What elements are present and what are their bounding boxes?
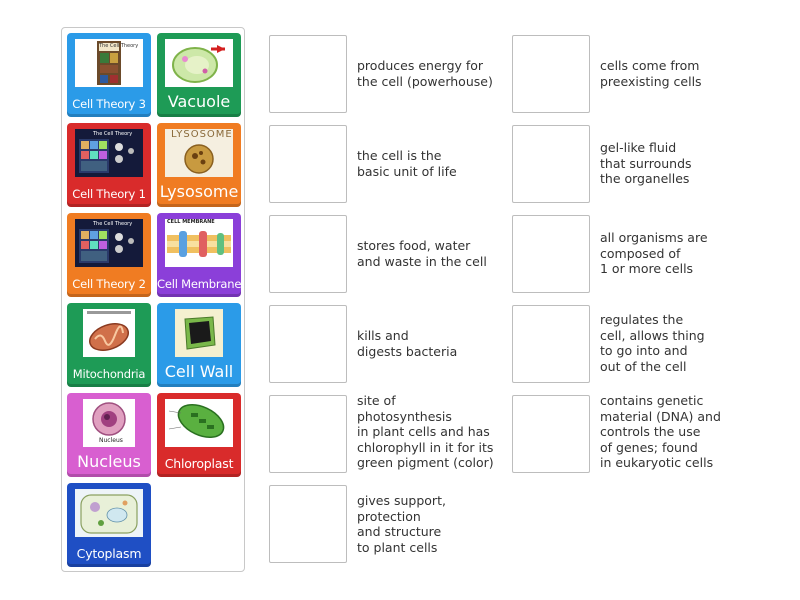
tile-label: Cell Theory 2	[72, 277, 146, 291]
tile-label: Nucleus	[77, 452, 141, 471]
drop-box[interactable]	[512, 395, 590, 473]
tile-label: Chloroplast	[164, 456, 234, 471]
drop-box[interactable]	[269, 215, 347, 293]
tile-label: Cell Wall	[164, 362, 234, 381]
tile-label: Vacuole	[167, 92, 231, 111]
description-text: regulates the cell, allows thing to go into and out of the cell	[600, 312, 705, 374]
description-text: produces energy for the cell (powerhouse)	[357, 58, 493, 89]
tile-cell-theory-3[interactable]	[67, 33, 151, 117]
mitochondria-icon	[83, 309, 135, 357]
tile-label: Cell Membrane	[157, 277, 242, 291]
drop-box[interactable]	[269, 395, 347, 473]
cell-membrane-icon	[165, 219, 233, 267]
drop-box[interactable]	[512, 125, 590, 203]
description-text: contains genetic material (DNA) and controls the use of genes; found in eukaryotic cells	[600, 393, 721, 470]
tile-label: Cell Theory 1	[72, 187, 146, 201]
tile-nucleus[interactable]	[67, 393, 151, 477]
chloroplast-icon	[165, 399, 233, 447]
description-text: gel-like fluid that surrounds the organelles	[600, 140, 692, 186]
plant-cell-icon	[165, 39, 233, 87]
tile-label: Mitochondria	[72, 367, 146, 381]
description-text: kills and digests bacteria	[357, 328, 458, 359]
thumb-title: The Cell Theory	[99, 43, 139, 49]
thumb-title: The Cell Theory	[93, 221, 133, 227]
tile-cytoplasm[interactable]	[67, 483, 151, 567]
drop-box[interactable]	[269, 35, 347, 113]
thumb-title: CELL MEMBRANE	[167, 219, 215, 225]
cell-wall-icon	[175, 309, 223, 357]
drop-box[interactable]	[512, 35, 590, 113]
cell-theory-diagram-icon	[75, 129, 143, 177]
nucleus-icon	[83, 399, 135, 447]
tile-vacuole[interactable]	[157, 33, 241, 117]
description-text: cells come from preexisting cells	[600, 58, 702, 89]
tile-label: Cell Theory 3	[72, 97, 146, 111]
tile-cell-membrane[interactable]	[157, 213, 241, 297]
thumb-caption: Nucleus	[99, 437, 123, 444]
lysosome-icon	[165, 129, 233, 177]
cytoplasm-icon	[75, 489, 143, 537]
description-text: stores food, water and waste in the cell	[357, 238, 487, 269]
thumb-title: The Cell Theory	[93, 131, 133, 137]
cell-theory-diagram-icon	[75, 219, 143, 267]
thumb-title: LYSOSOME	[171, 129, 233, 140]
drop-box[interactable]	[512, 305, 590, 383]
drop-box[interactable]	[269, 125, 347, 203]
tile-cell-theory-2[interactable]	[67, 213, 151, 297]
drop-box[interactable]	[512, 215, 590, 293]
tile-label: Lysosome	[159, 182, 239, 201]
tile-cell-theory-1[interactable]	[67, 123, 151, 207]
drop-box[interactable]	[269, 485, 347, 563]
drop-box[interactable]	[269, 305, 347, 383]
tile-label: Cytoplasm	[76, 546, 142, 561]
tile-lysosome[interactable]	[157, 123, 241, 207]
tile-cell-wall[interactable]	[157, 303, 241, 387]
description-text: all organisms are composed of 1 or more cells	[600, 230, 708, 276]
description-text: site of photosynthesis in plant cells and has chlorophyll in it for its green pigment (color)	[357, 393, 494, 470]
tile-chloroplast[interactable]	[157, 393, 241, 477]
description-text: gives support, protection and structure to plant cells	[357, 493, 446, 555]
description-text: the cell is the basic unit of life	[357, 148, 457, 179]
book-cover-icon	[75, 39, 143, 87]
tile-mitochondria[interactable]	[67, 303, 151, 387]
